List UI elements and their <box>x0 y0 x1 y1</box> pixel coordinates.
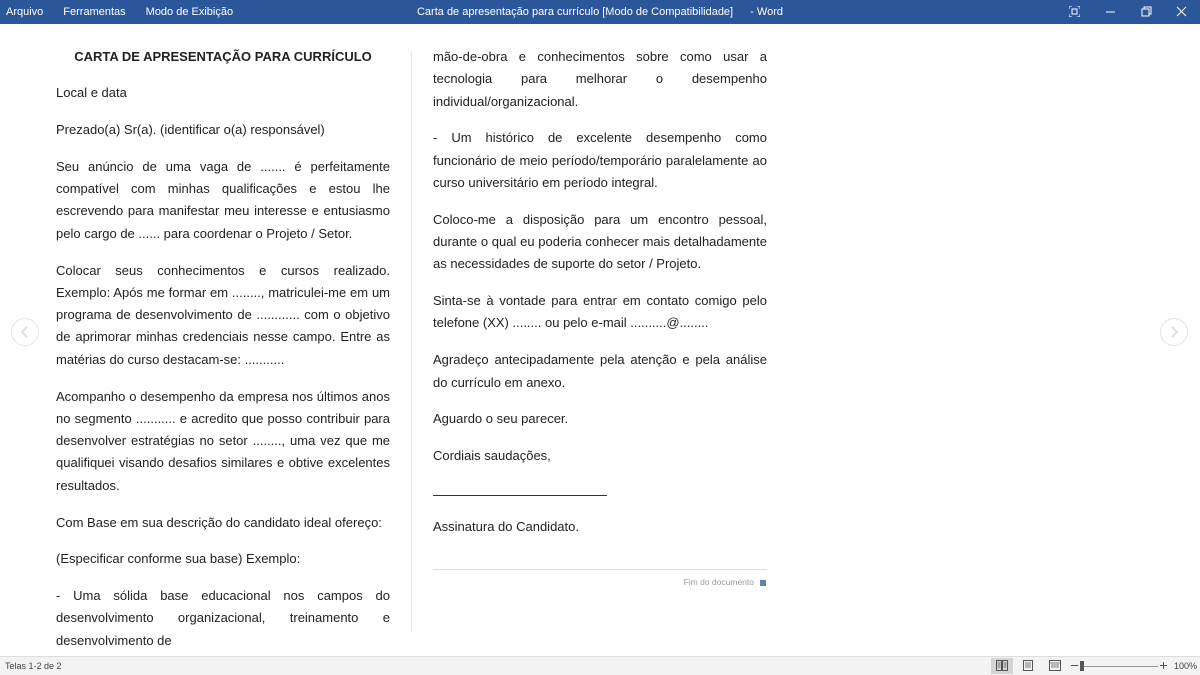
focus-icon <box>1069 6 1080 17</box>
column-divider <box>411 52 412 632</box>
signature-label: Assinatura do Candidato. <box>433 519 579 535</box>
page-column-left <box>56 46 390 667</box>
menu-modo-de-exibicao[interactable]: Modo de Exibição <box>145 6 234 18</box>
zoom-slider-thumb[interactable] <box>1080 661 1084 671</box>
web-layout-button[interactable] <box>1044 658 1066 674</box>
paragraph: Local e data <box>56 85 127 101</box>
app-name: - Word <box>750 6 783 18</box>
paragraph: Colocar seus conhecimentos e cursos realizado. Exemplo: Após me formar em ........, matriculei-me em um programa de desenvolvimento de ............ com o objetivo de aprimorar minhas credenciais nesse campo. Entre as matérias do curso destacam-se: ........... <box>56 262 390 367</box>
minimize-icon <box>1105 6 1116 17</box>
paragraph: Seu anúncio de uma vaga de ....... é perfeitamente compatível com minhas qualificações e estou lhe escrevendo para manifestar meu interesse e entusiasmo pelo cargo de ...... para coordenar o Projeto / Setor. <box>56 158 390 241</box>
print-layout-button[interactable] <box>1017 658 1039 674</box>
print-layout-icon <box>1022 660 1034 671</box>
title-bar <box>0 0 1200 24</box>
paragraph: Acompanho o desempenho da empresa nos últimos anos no segmento ........... e acredito que posso contribuir para desenvolver estratégias no setor ........, uma vez que me qualifiquei visando desafios similares e obtive excelentes resultados. <box>56 388 390 493</box>
zoom-slider-track[interactable] <box>1082 666 1158 667</box>
paragraph: Prezado(a) Sr(a). (identificar o(a) responsável) <box>56 122 325 138</box>
document-title: Carta de apresentação para currículo [Modo de Compatibilidade] <box>416 6 734 18</box>
menu-arquivo[interactable]: Arquivo <box>6 6 44 18</box>
paragraph: - Uma sólida base educacional nos campos do desenvolvimento organizacional, treinamento e desenvolvimento de <box>56 588 390 648</box>
paragraph: Sinta-se à vontade para entrar em contato comigo pelo telefone (XX) ........ ou pelo e-mail ..........@........ <box>433 293 767 331</box>
end-of-document-marker <box>760 580 766 586</box>
end-of-document-rule <box>433 569 767 570</box>
signature-line <box>433 495 607 496</box>
paragraph: mão-de-obra e conhecimentos sobre como usar a tecnologia para melhorar o desempenho individual/organizacional. <box>433 49 767 109</box>
previous-page-button[interactable] <box>11 318 39 346</box>
status-bar <box>0 656 1200 675</box>
chevron-left-icon <box>20 326 30 338</box>
read-mode-icon <box>996 660 1008 671</box>
close-button[interactable] <box>1164 0 1200 24</box>
maximize-button[interactable] <box>1129 0 1165 24</box>
paragraph: Coloco-me a disposição para um encontro pessoal, durante o qual eu poderia conhecer mais detalhadamente as necessidades de suporte do setor / Projeto. <box>433 211 767 272</box>
web-layout-icon <box>1049 660 1061 671</box>
zoom-out-button[interactable] <box>1070 660 1080 672</box>
read-mode-button[interactable] <box>991 658 1013 674</box>
page-count: Telas 1-2 de 2 <box>5 661 62 671</box>
paragraph: Cordiais saudações, <box>433 448 551 464</box>
paragraph: - Um histórico de excelente desempenho como funcionário de meio período/temporário paralelamente ao curso universitário em período integral. <box>433 130 767 190</box>
zoom-in-button[interactable] <box>1159 660 1169 672</box>
paragraph: Com Base em sua descrição do candidato ideal ofereço: <box>56 514 382 530</box>
close-icon <box>1176 6 1187 17</box>
document-area <box>0 24 1200 656</box>
focus-mode-button[interactable] <box>1057 0 1093 24</box>
next-page-button[interactable] <box>1160 318 1188 346</box>
end-of-document-label: Fim do documento <box>683 577 754 587</box>
menu-bar <box>0 0 240 24</box>
paragraph: Agradeço antecipadamente pela atenção e pela análise do currículo em anexo. <box>433 352 767 390</box>
minimize-button[interactable] <box>1093 0 1129 24</box>
menu-ferramentas[interactable]: Ferramentas <box>63 6 126 18</box>
restore-icon <box>1141 6 1152 17</box>
document-heading: CARTA DE APRESENTAÇÃO PARA CURRÍCULO <box>74 49 372 64</box>
paragraph: Aguardo o seu parecer. <box>433 411 569 427</box>
chevron-right-icon <box>1169 326 1179 338</box>
paragraph: (Especificar conforme sua base) Exemplo: <box>56 551 301 567</box>
zoom-level[interactable]: 100% <box>1174 661 1198 671</box>
page-column-right <box>433 46 767 553</box>
